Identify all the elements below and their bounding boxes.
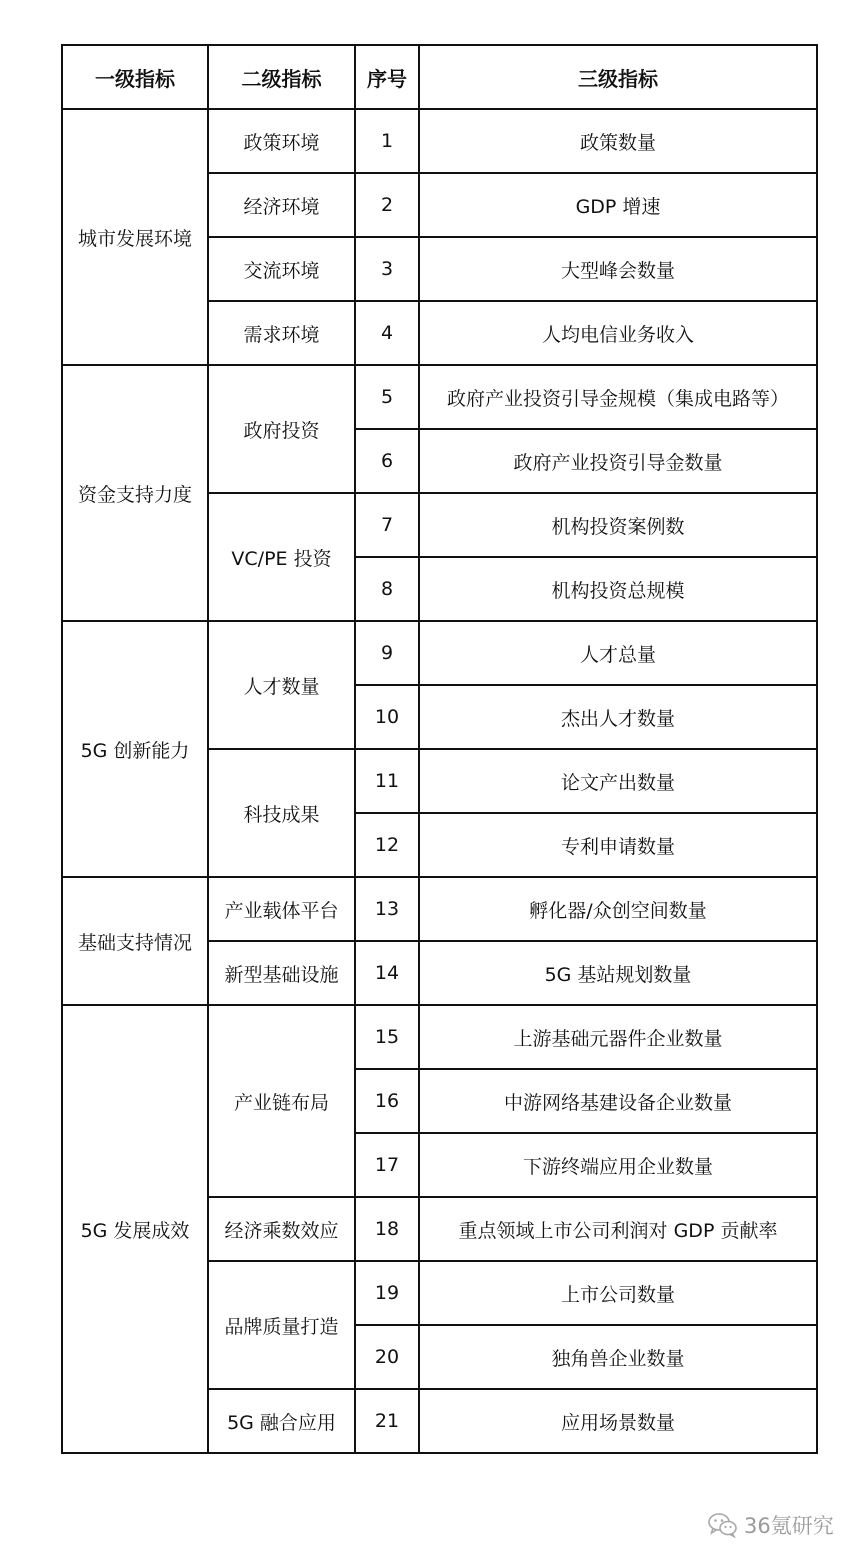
header-level2: 二级指标: [208, 45, 355, 109]
level3-cell: 孵化器/众创空间数量: [419, 877, 817, 941]
level1-cell: 城市发展环境: [62, 109, 208, 365]
level3-cell: 5G 基站规划数量: [419, 941, 817, 1005]
level1-cell: 资金支持力度: [62, 365, 208, 621]
indicator-table: [61, 44, 818, 1454]
level2-cell: 政策环境: [208, 109, 355, 173]
watermark: [708, 1505, 834, 1545]
number-cell: 11: [355, 749, 419, 813]
table-header-row: [62, 45, 817, 109]
number-cell: 10: [355, 685, 419, 749]
number-cell: 17: [355, 1133, 419, 1197]
number-cell: 9: [355, 621, 419, 685]
number-cell: 4: [355, 301, 419, 365]
number-cell: 6: [355, 429, 419, 493]
number-cell: 5: [355, 365, 419, 429]
number-cell: 14: [355, 941, 419, 1005]
watermark-text: 36氪研究: [744, 1514, 834, 1538]
level3-cell: 人均电信业务收入: [419, 301, 817, 365]
level2-cell: 经济乘数效应: [208, 1197, 355, 1261]
level3-cell: 政府产业投资引导金规模（集成电路等）: [419, 365, 817, 429]
header-level3: 三级指标: [419, 45, 817, 109]
level2-cell: 新型基础设施: [208, 941, 355, 1005]
number-cell: 21: [355, 1389, 419, 1453]
number-cell: 8: [355, 557, 419, 621]
level3-cell: 独角兽企业数量: [419, 1325, 817, 1389]
number-cell: 3: [355, 237, 419, 301]
number-cell: 12: [355, 813, 419, 877]
table-row: [62, 109, 817, 173]
level3-cell: 下游终端应用企业数量: [419, 1133, 817, 1197]
level2-cell: VC/PE 投资: [208, 493, 355, 621]
level2-cell: 5G 融合应用: [208, 1389, 355, 1453]
level1-cell: 基础支持情况: [62, 877, 208, 1005]
table-row: [62, 365, 817, 429]
level2-cell: 产业载体平台: [208, 877, 355, 941]
level3-cell: 专利申请数量: [419, 813, 817, 877]
number-cell: 18: [355, 1197, 419, 1261]
level1-cell: 5G 创新能力: [62, 621, 208, 877]
level3-cell: 机构投资案例数: [419, 493, 817, 557]
level2-cell: 经济环境: [208, 173, 355, 237]
wechat-icon: [708, 1512, 738, 1538]
level3-cell: 重点领域上市公司利润对 GDP 贡献率: [419, 1197, 817, 1261]
number-cell: 7: [355, 493, 419, 557]
number-cell: 16: [355, 1069, 419, 1133]
level3-cell: 上游基础元器件企业数量: [419, 1005, 817, 1069]
table-row: [62, 1005, 817, 1069]
number-cell: 20: [355, 1325, 419, 1389]
level3-cell: 政府产业投资引导金数量: [419, 429, 817, 493]
header-level1: 一级指标: [62, 45, 208, 109]
level2-cell: 交流环境: [208, 237, 355, 301]
level3-cell: 中游网络基建设备企业数量: [419, 1069, 817, 1133]
table-row: [62, 877, 817, 941]
level3-cell: 大型峰会数量: [419, 237, 817, 301]
level2-cell: 需求环境: [208, 301, 355, 365]
level3-cell: GDP 增速: [419, 173, 817, 237]
table-row: [62, 621, 817, 685]
level2-cell: 人才数量: [208, 621, 355, 749]
level2-cell: 品牌质量打造: [208, 1261, 355, 1389]
level3-cell: 上市公司数量: [419, 1261, 817, 1325]
number-cell: 19: [355, 1261, 419, 1325]
level3-cell: 人才总量: [419, 621, 817, 685]
number-cell: 1: [355, 109, 419, 173]
header-number: 序号: [355, 45, 419, 109]
number-cell: 15: [355, 1005, 419, 1069]
level3-cell: 机构投资总规模: [419, 557, 817, 621]
level2-cell: 产业链布局: [208, 1005, 355, 1197]
level3-cell: 政策数量: [419, 109, 817, 173]
level3-cell: 杰出人才数量: [419, 685, 817, 749]
number-cell: 13: [355, 877, 419, 941]
number-cell: 2: [355, 173, 419, 237]
level2-cell: 政府投资: [208, 365, 355, 493]
level2-cell: 科技成果: [208, 749, 355, 877]
level1-cell: 5G 发展成效: [62, 1005, 208, 1453]
level3-cell: 应用场景数量: [419, 1389, 817, 1453]
level3-cell: 论文产出数量: [419, 749, 817, 813]
